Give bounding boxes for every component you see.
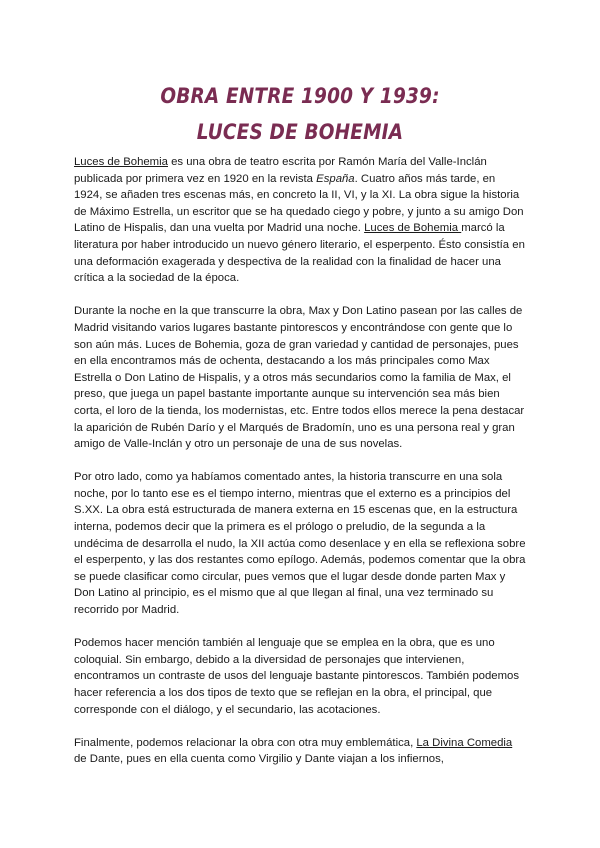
- paragraph-text: de Dante, pues en ella cuenta como Virgilio y Dante viajan a los infiernos,: [74, 753, 444, 766]
- paragraph-1: [74, 154, 526, 287]
- paragraph-text: Finalmente, podemos relacionar la obra con otra muy emblemática,: [74, 736, 417, 749]
- work-title-link[interactable]: La Divina Comedia: [416, 736, 513, 749]
- document-title-line-2: LUCES DE BOHEMIA: [196, 120, 404, 144]
- paragraph-text: marcó la literatura por haber introducido un nuevo género literario, el esperpento. Ésto consistía en una deformación exagerada y despectiva de la realidad con la finalidad de hacer una crítica a la sociedad de la época.: [74, 222, 525, 285]
- paragraph-2: Durante la noche en la que transcurre la obra, Max y Don Latino pasean por las calles de Madrid visitando varios lugares bastante pintorescos y encontrándose con gente que lo son aún más. Luces de Bohemia, goza de gran variedad y cantidad de personajes, pues en ella encontramos más de ochenta, destacando a los más principales como Max Estrella o Don Latino de Hispalis, y a otros más secundarios como la familia de Max, el preso, que juega un papel bastante importante aunque su intervención sea más bien corta, el loro de la tienda, los modernistas, etc. Entre todos ellos merece la pena destacar la aparición de Rubén Darío y el Marqués de Bradomín, uno es una persona real y gran amigo de Valle-Inclán y otro un personaje de una de sus novelas.: [74, 305, 525, 451]
- paragraph-4: Podemos hacer mención también al lenguaje que se emplea en la obra, que es uno coloquial. Sin embargo, debido a la diversidad de personajes que intervienen, encontramos un contraste de usos del lenguaje bastante pintorescos. También podemos hacer referencia a los dos tipos de texto que se reflejan en la obra, el principal, que corresponde con el diálogo, y el secundario, las acotaciones.: [74, 637, 519, 716]
- paragraph-text: es una obra de teatro escrita por Ramón María del Valle-Inclán publicada por primera vez en 1920 en la revista: [74, 156, 487, 185]
- document-body: [74, 154, 526, 785]
- work-title-link[interactable]: Luces de Bohemia: [364, 222, 462, 235]
- paragraph-5: [74, 735, 526, 768]
- document-title-line-1: OBRA ENTRE 1900 Y 1939:: [160, 84, 440, 108]
- work-title-link[interactable]: Luces de Bohemia: [74, 156, 168, 168]
- paragraph-text: . Cuatro años más tarde, en 1924, se añaden tres escenas más, en concreto la II, VI, y la XI. La obra sigue la historia de Máximo Estrella, un escritor que se ha quedado ciego y pobre, y junto a su amigo Don Latino de Hispalis, dan una vuelta por Madrid una noche.: [74, 172, 524, 235]
- magazine-name: España: [316, 172, 355, 185]
- paragraph-3: Por otro lado, como ya habíamos comentado antes, la historia transcurre en una sola noche, por lo tanto ese es el tiempo interno, mientras que el externo es a principios del S.XX. La obra está estructurada de manera externa en 15 escenas que, en la estructura interna, podemos decir que la primera es el prólogo o preludio, de la segunda a la undécima de desarrolla el nudo, la XII actúa como desenlace y en ella se reflexiona sobre el esperpento, y las dos restantes como epílogo. Además, podemos comentar que la obra se puede clasificar como circular, pues vemos que el lugar desde donde parten Max y Don Latino al principio, es el mismo que al que llegan al final, una vez terminado su recorrido por Madrid.: [74, 471, 526, 617]
